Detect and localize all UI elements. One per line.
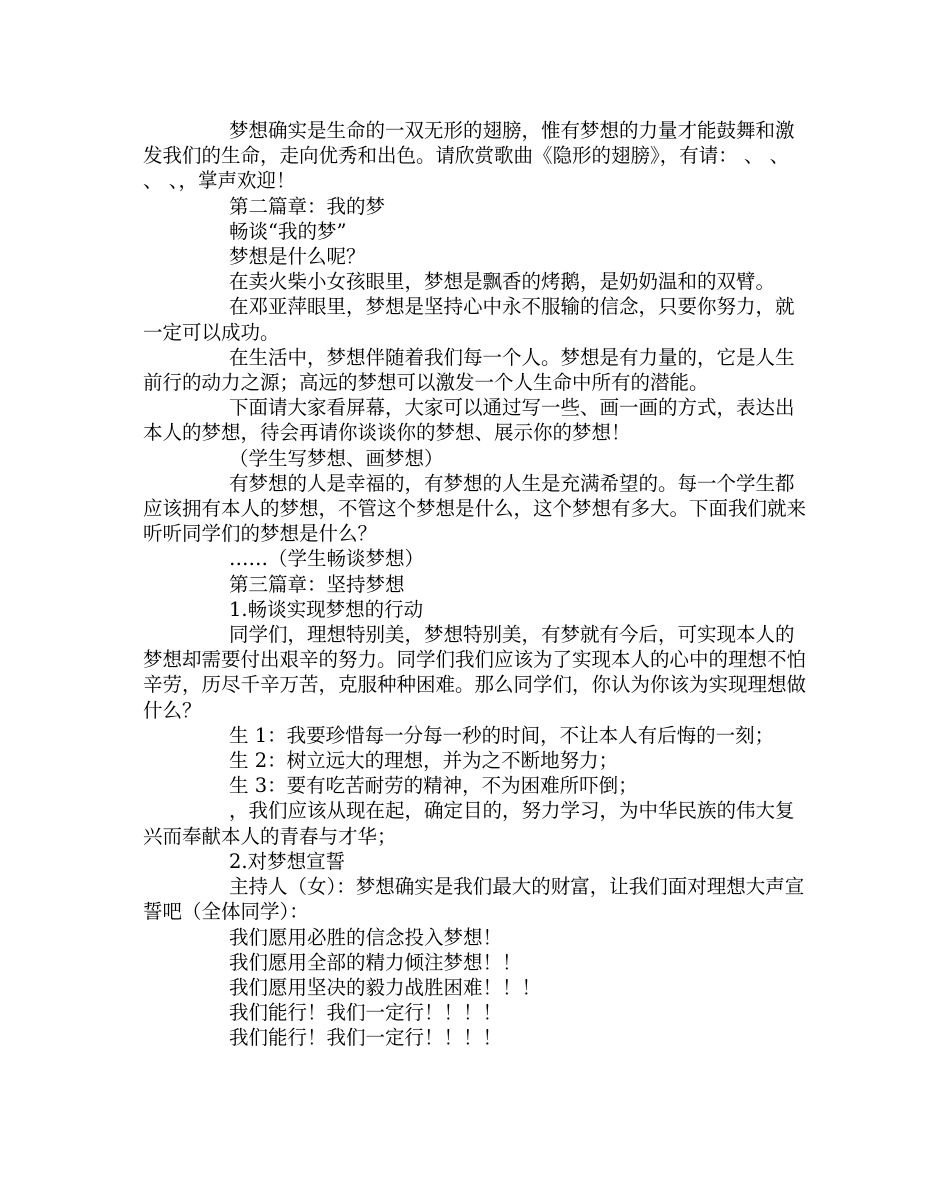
paragraph-1: 梦想确实是生命的一双无形的翅膀，惟有梦想的力量才能鼓舞和激发我们的生命，走向优秀和出色。请欣赏歌曲《隐形的翅膀》，有请： 、 、 、 、，掌声欢迎！	[143, 119, 795, 193]
host-female-line: 主持人（女）：梦想确实是我们最大的财富，让我们面对理想大声宣誓吧（全体同学）：	[143, 875, 805, 924]
oath-line-5: 我们能行！我们一定行！！！！	[229, 1026, 503, 1050]
paragraph-in-life: 在生活中，梦想伴随着我们每一个人。梦想是有力量的，它是人生前行的动力之源；高远的梦想可以激发一个人生命中所有的潜能。	[143, 345, 795, 395]
paragraph-match-girl: 在卖火柴小女孩眼里，梦想是飘香的烤鹅，是奶奶温和的双臂。	[229, 270, 776, 294]
subsection-1-heading: 1.畅谈实现梦想的行动	[229, 597, 424, 621]
document-body	[143, 118, 808, 1051]
oath-line-3: 我们愿用坚决的毅力战胜困难！！！	[229, 975, 542, 999]
student-1-answer: 生 1：我要珍惜每一分每一秒的时间，不让本人有后悔的一刻；	[229, 723, 775, 747]
chapter-3-heading: 第三篇章：坚持梦想	[229, 572, 405, 596]
paragraph-happy-dreamers: 有梦想的人是幸福的，有梦想的人生是充满希望的。每一个学生都应该拥有本人的梦想，不管这个梦想是什么，这个梦想有多大。下面我们就来听听同学们的梦想是什么？	[143, 471, 807, 546]
oath-line-2: 我们愿用全部的精力倾注梦想！！	[229, 950, 522, 974]
student-3-answer: 生 3：要有吃苦耐劳的精神，不为困难所吓倒；	[229, 774, 638, 798]
chapter-2-heading: 第二篇章：我的梦	[229, 194, 386, 218]
paragraph-look-at-screen: 下面请大家看屏幕，大家可以通过写一些、画一画的方式，表达出本人的梦想，待会再请你谈谈你的梦想、展示你的梦想！	[143, 396, 795, 445]
paragraph-deng-yaping: 在邓亚萍眼里，梦想是坚持心中永不服输的信念，只要你努力，就一定可以成功。	[143, 295, 795, 344]
question-what-is-dream: 梦想是什么呢？	[229, 245, 366, 269]
stage-direction-write-dream: （学生写梦想、画梦想）	[229, 446, 444, 470]
stage-direction-students-talk: ……（学生畅谈梦想）	[229, 547, 425, 571]
oath-line-4: 我们能行！我们一定行！！！！	[229, 1001, 503, 1025]
section-my-dream: 畅谈“我的梦”	[229, 219, 347, 243]
paragraph-classmates: 同学们，理想特别美，梦想特别美，有梦就有今后，可实现本人的梦想却需要付出艰辛的努力。同学们我们应该为了实现本人的心中的理想不怕辛劳，历尽千辛万苦，克服种种困难。那么同学们，你认为你该为实现理想做什么？	[143, 623, 807, 722]
student-2-answer: 生 2：树立远大的理想，并为之不断地努力；	[229, 749, 619, 773]
paragraph-from-now-on: ，我们应该从现在起，确定目的，努力学习，为中华民族的伟大复兴而奉献本人的青春与才华；	[143, 799, 795, 848]
subsection-2-heading: 2.对梦想宣誓	[229, 849, 346, 873]
oath-line-1: 我们愿用必胜的信念投入梦想！	[229, 925, 503, 949]
